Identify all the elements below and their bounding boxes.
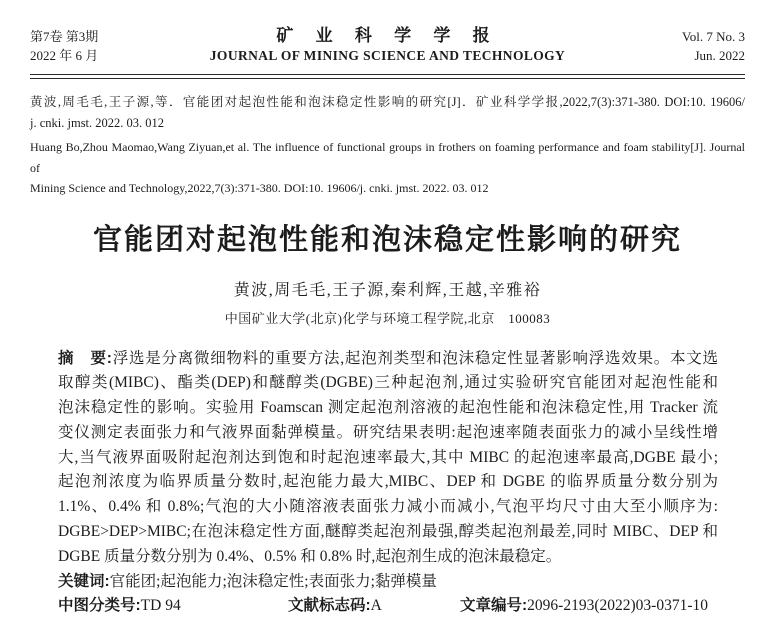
article-id <box>460 594 718 619</box>
keywords-text: 官能团;起泡能力;泡沫稳定性;表面张力;黏弹模量 <box>110 573 437 590</box>
article-id-value: 2096-2193(2022)03-0371-10 <box>527 597 708 614</box>
masthead-center <box>210 26 565 65</box>
paper-title: 官能团对起泡性能和泡沫稳定性影响的研究 <box>30 220 745 260</box>
abstract-line: 变仪测定表面张力和气液界面黏弹模量。研究结果表明:起泡速率随表面张力的减小呈线性增 <box>58 421 718 446</box>
journal-masthead <box>30 26 745 65</box>
clc-label: 中图分类号: <box>58 597 141 614</box>
abstract-label: 摘 要: <box>58 350 112 367</box>
header-divider-rule <box>30 74 745 79</box>
journal-volume-en: Vol. 7 No. 3 <box>565 27 745 46</box>
abstract-line: 取醇类(MIBC)、酯类(DEP)和醚醇类(DGBE)三种起泡剂,通过实验研究官能团对起泡性能和 <box>58 371 718 396</box>
abstract-text: 浮选是分离微细物料的重要方法,起泡剂类型和泡沫稳定性显著影响浮选效果。本文选 <box>112 350 718 367</box>
affiliation-line: 中国矿业大学(北京)化学与环境工程学院,北京 100083 <box>30 309 745 328</box>
journal-date-en: Jun. 2022 <box>565 46 745 65</box>
abstract-block <box>58 347 718 619</box>
doc-code-label: 文献标志码: <box>288 597 371 614</box>
clc-number <box>58 594 288 619</box>
clc-value: TD 94 <box>141 597 181 614</box>
abstract-line: DGBE>DEP>MIBC;在泡沫稳定性方面,醚醇类起泡剂最强,醇类起泡剂最差,同时 MIBC、DEP 和 <box>58 520 718 545</box>
abstract-line: DGBE 质量分数分别为 0.4%、0.5% 和 0.8% 时,起泡剂生成的泡沫最稳定。 <box>58 545 718 570</box>
citation-en-line-1: Huang Bo,Zhou Maomao,Wang Ziyuan,et al. The influence of functional groups in frothers on foaming performance and foam stability[J]. Journal of <box>30 137 745 178</box>
document-code <box>288 594 460 619</box>
article-id-label: 文章编号: <box>460 597 527 614</box>
journal-title-en: JOURNAL OF MINING SCIENCE AND TECHNOLOGY <box>210 46 565 65</box>
abstract-line: 泡沫稳定性的影响。实验用 Foamscan 测定起泡剂溶液的起泡性能和泡沫稳定性,用 Tracker 流 <box>58 396 718 421</box>
meta-row <box>58 594 718 619</box>
citation-cn-line-2: j. cnki. jmst. 2022. 03. 012 <box>30 113 745 134</box>
abstract-line: 1.1%、0.4% 和 0.8%;气泡的大小随溶液表面张力减小而减小,气泡平均尺寸由大至小顺序为: <box>58 495 718 520</box>
citation-en-line-2: Mining Science and Technology,2022,7(3):371-380. DOI:10. 19606/j. cnki. jmst. 2022. 03. 012 <box>30 178 745 199</box>
abstract-line <box>58 347 718 372</box>
keywords-line <box>58 570 718 595</box>
masthead-right <box>565 27 745 65</box>
abstract-line: 大,当气液界面吸附起泡剂达到饱和时起泡速率最大,其中 MIBC 的起泡速率最高,DGBE 最小; <box>58 446 718 471</box>
doc-code-value: A <box>371 597 382 614</box>
citation-cn <box>30 92 745 134</box>
keywords-label: 关键词: <box>58 573 110 590</box>
citation-cn-line-1: 黄波,周毛毛,王子源,等．官能团对起泡性能和泡沫稳定性影响的研究[J]．矿业科学学报,2022,7(3):371-380. DOI:10. 19606/ <box>30 92 745 113</box>
masthead-left <box>30 27 210 65</box>
journal-title-cn: 矿 业 科 学 学 报 <box>210 26 565 46</box>
journal-volume-cn: 第7卷 第3期 <box>30 27 210 46</box>
journal-date-cn: 2022 年 6 月 <box>30 46 210 65</box>
abstract-line: 起泡剂浓度为临界质量分数时,起泡能力最大,MIBC、DEP 和 DGBE 的临界质量分数分别为 <box>58 470 718 495</box>
authors-line: 黄波,周毛毛,王子源,秦利辉,王越,辛雅裕 <box>30 280 745 302</box>
citation-en <box>30 137 745 199</box>
